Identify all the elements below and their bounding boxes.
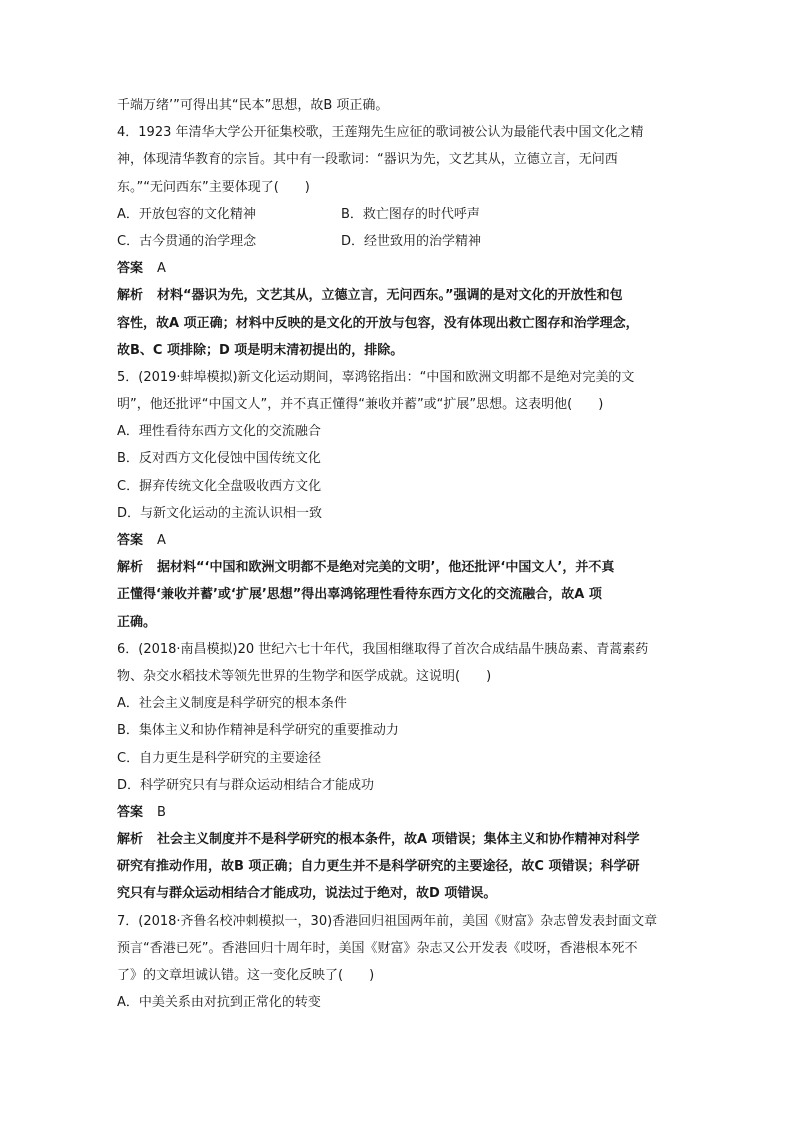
q5-analysis-line-1 — [117, 554, 677, 581]
answer-label: 答案 — [117, 804, 144, 820]
q6-option-a: A．社会主义制度是科学研究的根本条件 — [117, 696, 347, 712]
q6-stem-line-2: 物、杂交水稻技术等领先世界的生物学和医学成就。这说明( ) — [117, 668, 492, 684]
answer-label: 答案 — [117, 533, 144, 548]
analysis-label: 解析 — [117, 288, 144, 304]
q5-analysis-line-2: 正懂得‘兼收并蓄’或‘扩展’思想”得出辜鸿铭理性看待东西方文化的交流融合，故A 项 — [117, 587, 602, 603]
q6-analysis-line-1 — [117, 826, 677, 853]
q6-stem-line-1: 6．(2018·南昌模拟)20 世纪六七十年代，我国相继取得了首次合成结晶牛胰岛素、青蒿素药 — [117, 641, 649, 657]
answer-value: A — [157, 261, 166, 277]
q5-option-a: A．理性看待东西方文化的交流融合 — [117, 424, 321, 440]
q5-option-c: C．摒弃传统文化全盘吸收西方文化 — [117, 478, 322, 494]
q4-options-row-2 — [117, 228, 677, 255]
q4-option-b: B．救亡图存的时代呼声 — [341, 206, 480, 222]
q5-answer — [117, 527, 677, 554]
analysis-text: 材料“器识为先，文艺其从，立德立言，无问西东。”强调的是对文化的开放性和包 — [157, 288, 623, 304]
answer-value: A — [157, 533, 166, 548]
analysis-label: 解析 — [117, 560, 144, 576]
q7-stem-line-1: 7．(2018·齐鲁名校冲刺模拟一，30)香港回归祖国两年前，美国《财富》杂志曾发表封面文章 — [117, 913, 658, 929]
analysis-label: 解析 — [117, 832, 144, 848]
q3-analysis-tail: 千端万绪’”可得出其“民本”思想，故B 项正确。 — [117, 98, 389, 113]
q4-analysis-line-3: 故B、C 项排除；D 项是明末清初提出的，排除。 — [117, 342, 404, 358]
q6-option-c: C．自力更生是科学研究的主要途径 — [117, 750, 322, 766]
q4-analysis-line-2: 容性，故A 项正确；材料中反映的是文化的开放与包容，没有体现出救亡图存和治学理念， — [117, 315, 639, 331]
q4-option-a: A．开放包容的文化精神 — [117, 206, 256, 222]
q7-stem-line-2: 预言“香港已死”。香港回归十周年时，美国《财富》杂志又公开发表《哎呀，香港根本死不 — [117, 940, 638, 956]
q4-stem-line-1: 4．1923 年清华大学公开征集校歌，王莲翔先生应征的歌词被公认为最能代表中国文化之精 — [117, 125, 644, 141]
q4-analysis-line-1 — [117, 282, 677, 309]
q4-stem-line-3: 东。”“无问西东”主要体现了( ) — [117, 179, 310, 195]
q5-option-b: B．反对西方文化侵蚀中国传统文化 — [117, 451, 321, 467]
q6-answer — [117, 799, 677, 826]
q7-stem-line-3: 了》的文章坦诚认错。这一变化反映了( ) — [117, 968, 375, 983]
analysis-text: 社会主义制度并不是科学研究的根本条件，故A 项错误；集体主义和协作精神对科学 — [157, 832, 640, 848]
q7-option-a: A．中美关系由对抗到正常化的转变 — [117, 995, 321, 1011]
q5-stem-line-2: 明”，他还批评“中国文人”，并不真正懂得“兼收并蓄”或“扩展”思想。这表明他( ) — [117, 397, 604, 413]
q6-analysis-line-2: 研究有推动作用，故B 项正确；自力更生并不是科学研究的主要途径，故C 项错误；科学研 — [117, 859, 640, 875]
q6-option-b: B．集体主义和协作精神是科学研究的重要推动力 — [117, 723, 399, 739]
q4-option-d: D．经世致用的治学精神 — [341, 233, 482, 249]
q4-options-row-1 — [117, 201, 677, 228]
q4-answer — [117, 255, 677, 282]
q5-option-d: D．与新文化运动的主流认识相一致 — [117, 505, 323, 521]
q6-analysis-line-3: 究只有与群众运动相结合才能成功，说法过于绝对，故D 项错误。 — [117, 886, 497, 902]
q4-stem-line-2: 神，体现清华教育的宗旨。其中有一段歌词：“器识为先，文艺其从，立德立言，无问西 — [117, 152, 618, 168]
answer-value: B — [157, 804, 166, 820]
document-page — [117, 92, 677, 1016]
q5-analysis-line-3: 正确。 — [117, 614, 157, 630]
answer-label: 答案 — [117, 261, 144, 277]
q5-stem-line-1: 5．(2019·蚌埠模拟)新文化运动期间，辜鸿铭指出：“中国和欧洲文明都不是绝对完美的文 — [117, 369, 635, 385]
analysis-text: 据材料“‘中国和欧洲文明都不是绝对完美的文明’，他还批评‘中国文人’，并不真 — [157, 560, 615, 576]
q4-option-c: C．古今贯通的治学理念 — [117, 233, 257, 249]
q6-option-d: D．科学研究只有与群众运动相结合才能成功 — [117, 777, 375, 793]
